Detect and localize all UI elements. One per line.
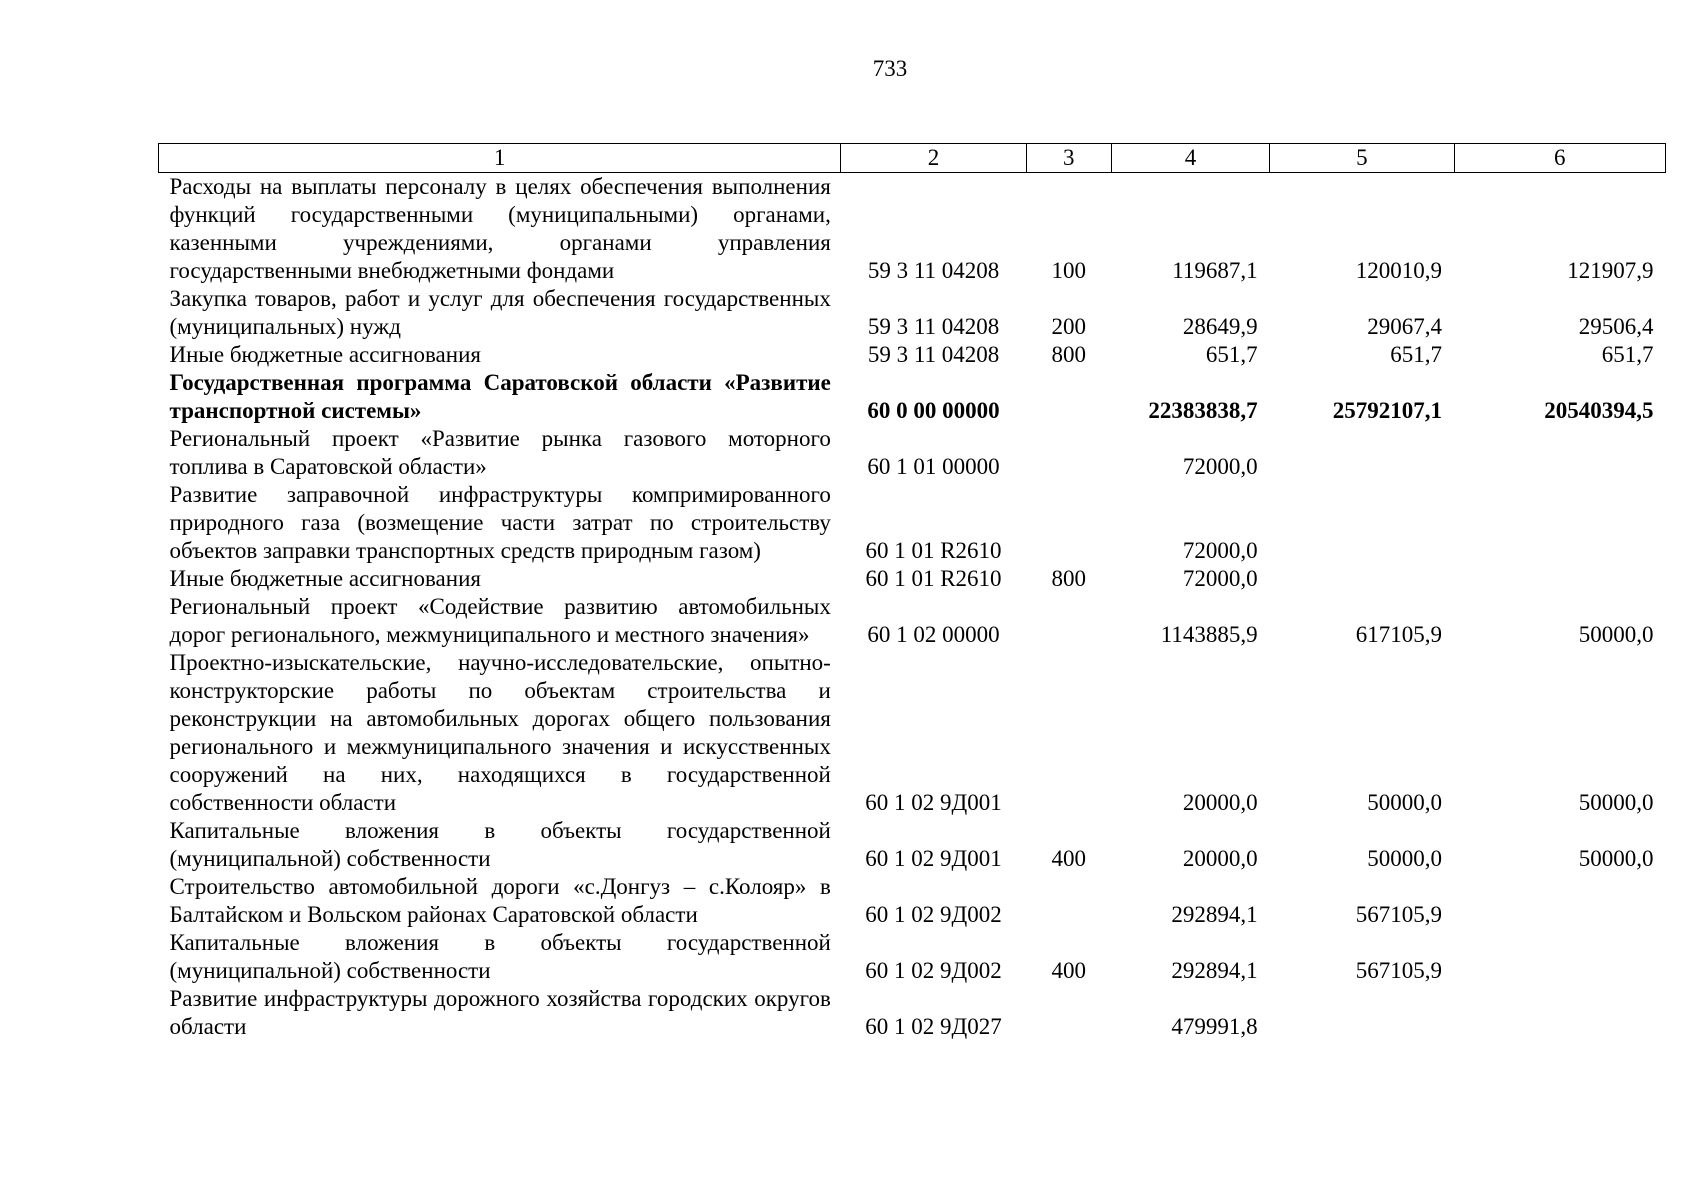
column-header-3: 3	[1026, 144, 1111, 173]
row-code: 60 1 01 00000	[867, 454, 1000, 479]
row-value-year-3: 121907,9	[1567, 258, 1654, 283]
table-row	[159, 341, 1666, 369]
column-header-6: 6	[1454, 144, 1665, 173]
row-value-year-2: 120010,9	[1355, 258, 1443, 283]
row-description: Региональный проект «Содействие развитию автомобильных дорог регионального, межмуниципального и местного значения»	[169, 594, 831, 647]
row-code: 59 3 11 04208	[867, 258, 1000, 283]
row-value-year-2: 567105,9	[1355, 902, 1443, 927]
table-row	[159, 985, 1666, 1041]
row-value-year-2: 29067,4	[1367, 314, 1443, 339]
row-value-year-1: 651,7	[1205, 342, 1258, 367]
row-value-year-2	[1270, 425, 1454, 481]
row-expense-type: 400	[1051, 846, 1087, 871]
row-code: 60 1 02 00000	[867, 622, 1000, 647]
row-code: 59 3 11 04208	[867, 314, 1000, 339]
row-description: Строительство автомобильной дороги «с.Донгуз – с.Колояр» в Балтайском и Вольском районах Саратовской области	[169, 874, 831, 927]
budget-table	[158, 143, 1666, 1041]
row-code: 60 0 00 00000	[867, 398, 1000, 423]
row-description: Капитальные вложения в объекты государственной (муниципальной) собственности	[169, 818, 831, 871]
row-value-year-2: 50000,0	[1367, 846, 1443, 871]
row-value-year-3: 50000,0	[1578, 622, 1654, 647]
row-description: Расходы на выплаты персоналу в целях обеспечения выполнения функций государственными (муниципальными) органами, казенными учреждениями, органами управления государственными внебюджетными фондами	[169, 174, 831, 283]
row-value-year-1: 20000,0	[1182, 790, 1258, 815]
table-row	[159, 649, 1666, 817]
column-header-5: 5	[1270, 144, 1454, 173]
row-value-year-1: 292894,1	[1171, 958, 1258, 983]
table-row	[159, 929, 1666, 985]
row-expense-type	[1026, 873, 1111, 929]
row-expense-type: 800	[1051, 342, 1087, 367]
table-row	[159, 285, 1666, 341]
row-value-year-3: 20540394,5	[1544, 398, 1654, 423]
row-value-year-2	[1270, 985, 1454, 1041]
row-value-year-1: 1143885,9	[1160, 622, 1258, 647]
row-description: Проектно-изыскательские, научно-исследовательские, опытно-конструкторские работы по объектам строительства и реконструкции на автомобильных дорогах общего пользования регионального и межмуниципального значения и искусственных сооружений на них, находящихся в государственной собственности области	[169, 650, 831, 815]
row-value-year-3: 29506,4	[1578, 314, 1654, 339]
row-value-year-2: 50000,0	[1367, 790, 1443, 815]
row-expense-type	[1026, 985, 1111, 1041]
row-value-year-1: 72000,0	[1182, 454, 1258, 479]
row-code: 60 1 02 9Д001	[865, 846, 1002, 871]
row-description: Закупка товаров, работ и услуг для обеспечения государственных (муниципальных) нужд	[169, 286, 831, 339]
row-code: 60 1 02 9Д002	[865, 902, 1002, 927]
row-code: 60 1 01 R2610	[865, 566, 1002, 591]
row-value-year-1: 72000,0	[1182, 538, 1258, 563]
page-number: 733	[872, 56, 908, 81]
column-header-2: 2	[841, 144, 1026, 173]
row-expense-type	[1026, 425, 1111, 481]
row-code: 60 1 02 9Д001	[865, 790, 1002, 815]
row-value-year-2: 25792107,1	[1332, 398, 1443, 423]
row-expense-type	[1026, 481, 1111, 565]
row-description: Иные бюджетные ассигнования	[169, 342, 481, 367]
row-value-year-3	[1454, 929, 1665, 985]
row-value-year-1: 119687,1	[1172, 258, 1258, 283]
table-row	[159, 593, 1666, 649]
column-header-1: 1	[159, 144, 841, 173]
row-description: Капитальные вложения в объекты государственной (муниципальной) собственности	[169, 930, 831, 983]
row-value-year-1: 20000,0	[1182, 846, 1258, 871]
row-expense-type: 400	[1051, 958, 1087, 983]
table-row	[159, 481, 1666, 565]
table-row	[159, 369, 1666, 425]
row-expense-type: 100	[1051, 258, 1087, 283]
row-value-year-2: 567105,9	[1355, 958, 1443, 983]
row-expense-type: 800	[1051, 566, 1087, 591]
row-value-year-1: 292894,1	[1171, 902, 1258, 927]
row-value-year-3	[1454, 481, 1665, 565]
row-code: 59 3 11 04208	[867, 342, 1000, 367]
row-value-year-2	[1270, 565, 1454, 593]
row-code: 60 1 01 R2610	[865, 538, 1002, 563]
row-description: Государственная программа Саратовской области «Развитие транспортной системы»	[169, 370, 831, 423]
row-value-year-1: 22383838,7	[1148, 398, 1258, 423]
row-value-year-3: 50000,0	[1578, 790, 1654, 815]
row-description: Иные бюджетные ассигнования	[169, 566, 481, 591]
row-value-year-3	[1454, 985, 1665, 1041]
row-description: Развитие заправочной инфраструктуры компримированного природного газа (возмещение части затрат по строительству объектов заправки транспортных средств природным газом)	[169, 482, 831, 563]
row-expense-type: 200	[1051, 314, 1087, 339]
table-row	[159, 817, 1666, 873]
table-row	[159, 173, 1666, 286]
row-value-year-3: 651,7	[1601, 342, 1654, 367]
row-code: 60 1 02 9Д027	[865, 1014, 1002, 1039]
table-body	[159, 173, 1666, 1042]
row-value-year-2: 617105,9	[1355, 622, 1443, 647]
row-expense-type	[1026, 649, 1111, 817]
row-value-year-3	[1454, 425, 1665, 481]
row-value-year-1: 28649,9	[1182, 314, 1258, 339]
table-row	[159, 425, 1666, 481]
row-description: Развитие инфраструктуры дорожного хозяйства городских округов области	[169, 986, 831, 1039]
row-value-year-3	[1454, 873, 1665, 929]
row-value-year-2	[1270, 481, 1454, 565]
row-expense-type	[1026, 369, 1111, 425]
row-value-year-3	[1454, 565, 1665, 593]
row-value-year-1: 479991,8	[1171, 1014, 1258, 1039]
column-header-4: 4	[1111, 144, 1269, 173]
row-expense-type	[1026, 593, 1111, 649]
row-value-year-2: 651,7	[1390, 342, 1443, 367]
row-code: 60 1 02 9Д002	[865, 958, 1002, 983]
row-value-year-3: 50000,0	[1578, 846, 1654, 871]
header-row	[159, 144, 1666, 173]
row-value-year-1: 72000,0	[1182, 566, 1258, 591]
table-row	[159, 565, 1666, 593]
row-description: Региональный проект «Развитие рынка газового моторного топлива в Саратовской области»	[169, 426, 831, 479]
table-row	[159, 873, 1666, 929]
